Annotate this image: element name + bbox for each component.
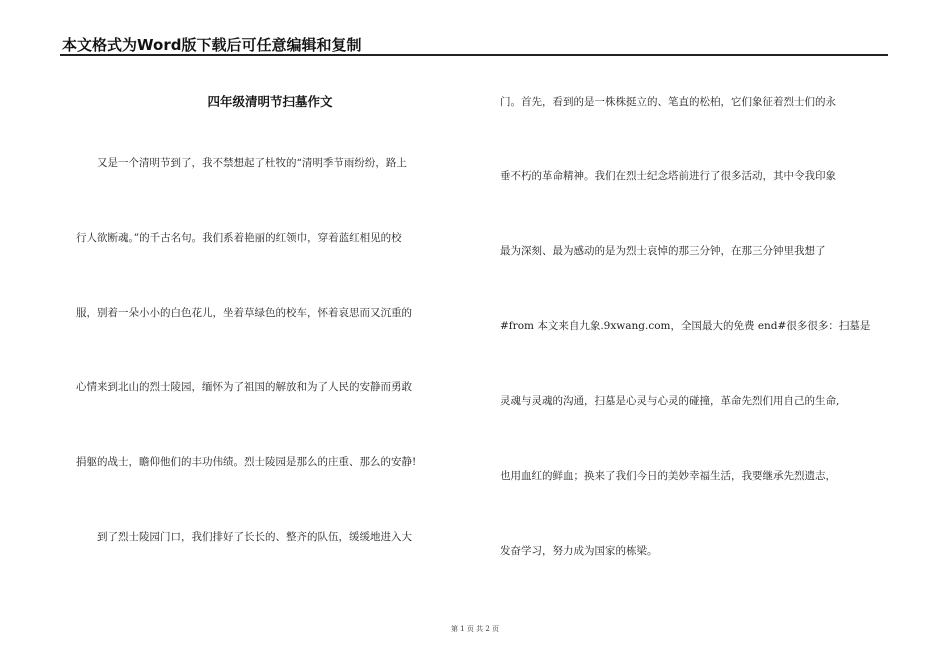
page-number: 第 1 页 共 2 页 [450, 625, 500, 633]
article-title: 四年级清明节扫墓作文 [207, 94, 333, 109]
paragraph-line: 最为深刻、最为感动的是为烈士哀悼的那三分钟，在那三分钟里我想了 [500, 245, 826, 257]
paragraph-line: 灵魂与灵魂的沟通，扫墓是心灵与心灵的碰撞，革命先烈们用自己的生命, [500, 395, 840, 407]
paragraph-line: 行人欲断魂。”的千古名句。我们系着艳丽的红领巾，穿着蓝红相见的校 [76, 232, 402, 244]
paragraph-line: 也用血红的鲜血；换来了我们今日的美妙幸福生活，我要继承先烈遗志， [500, 470, 836, 482]
paragraph-line: 门。首先，看到的是一株株挺立的、笔直的松柏，它们象征着烈士们的永 [500, 96, 836, 108]
paragraph-line: 服，别着一朵小小的白色花儿，坐着草绿色的校车，怀着哀思而又沉重的 [76, 307, 412, 319]
paragraph-line: 心情来到北山的烈士陵园，缅怀为了祖国的解放和为了人民的安静而勇敢 [76, 381, 412, 393]
paragraph-line: 垂不朽的革命精神。我们在烈士纪念塔前进行了很多活动，其中令我印象 [500, 170, 836, 182]
header-divider [60, 54, 888, 56]
paragraph-line: 又是一个清明节到了，我不禁想起了杜牧的“清明季节雨纷纷，路上 [76, 157, 407, 169]
paragraph-line: 捐躯的战士，瞻仰他们的丰功伟绩。烈士陵园是那么的庄重、那么的安静! [76, 456, 417, 468]
paragraph-line: 发奋学习，努力成为国家的栋梁。 [500, 545, 658, 557]
paragraph-line: 到了烈士陵园门口，我们排好了长长的、整齐的队伍，缓缓地进入大 [76, 531, 412, 543]
document-header: 本文格式为Word版下载后可任意编辑和复制 [62, 36, 362, 54]
paragraph-line: #from 本文来自九象.9xwang.com，全国最大的免费 end#很多很多：扫墓是 [500, 320, 871, 332]
